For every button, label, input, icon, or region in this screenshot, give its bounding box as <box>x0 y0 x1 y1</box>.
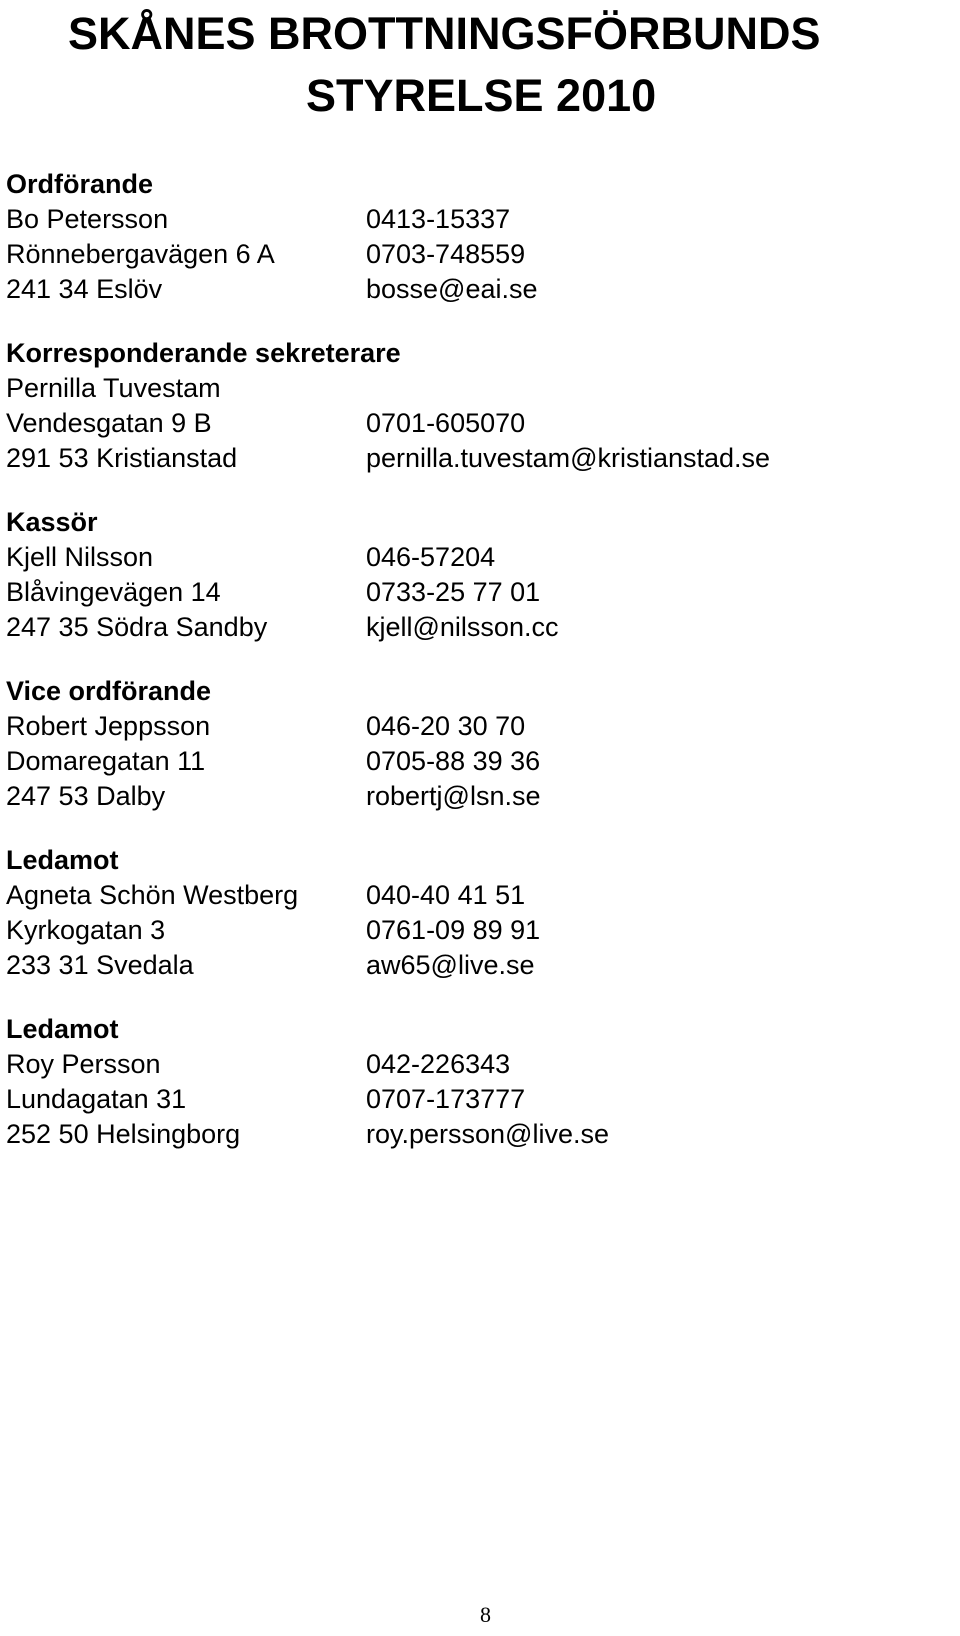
phone: 046-57204 <box>366 542 496 572</box>
street-address: Vendesgatan 9 B <box>6 408 212 438</box>
contact-line <box>6 202 926 237</box>
postal-address: 252 50 Helsingborg <box>6 1119 241 1149</box>
contact-line <box>6 575 926 610</box>
board-member-secretary <box>6 336 926 476</box>
email: aw65@live.se <box>366 950 535 980</box>
street-address: Blåvingevägen 14 <box>6 577 221 607</box>
contact-line <box>6 371 926 406</box>
contact-line <box>6 610 926 645</box>
street-address: Rönnebergavägen 6 A <box>6 239 275 269</box>
role-heading: Korresponderande sekreterare <box>6 338 401 368</box>
role-heading: Ledamot <box>6 845 119 875</box>
street-address: Kyrkogatan 3 <box>6 915 166 945</box>
contact-line <box>6 272 926 307</box>
email: roy.persson@live.se <box>366 1119 609 1149</box>
contact-line <box>6 1117 926 1152</box>
member-name: Pernilla Tuvestam <box>6 373 221 403</box>
role-heading: Ordförande <box>6 169 154 199</box>
contact-line <box>6 948 926 983</box>
member-name: Roy Persson <box>6 1049 161 1079</box>
phone: 042-226343 <box>366 1049 511 1079</box>
email: robertj@lsn.se <box>366 781 541 811</box>
member-name: Agneta Schön Westberg <box>6 880 299 910</box>
member-name: Bo Petersson <box>6 204 169 234</box>
postal-address: 247 53 Dalby <box>6 781 166 811</box>
contact-line <box>6 1047 926 1082</box>
member-name: Kjell Nilsson <box>6 542 154 572</box>
contact-line <box>6 878 926 913</box>
phone: 040-40 41 51 <box>366 880 526 910</box>
role-heading: Kassör <box>6 507 98 537</box>
board-member-chairman <box>6 167 926 307</box>
phone: 046-20 30 70 <box>366 711 526 741</box>
contact-line <box>6 540 926 575</box>
street-address: Lundagatan 31 <box>6 1084 187 1114</box>
mobile-phone: 0703-748559 <box>366 239 526 269</box>
email: bosse@eai.se <box>366 274 538 304</box>
member-name: Robert Jeppsson <box>6 711 211 741</box>
postal-address: 233 31 Svedala <box>6 950 194 980</box>
phone: 0413-15337 <box>366 204 511 234</box>
contact-line <box>6 744 926 779</box>
mobile-phone: 0761-09 89 91 <box>366 915 541 945</box>
postal-address: 241 34 Eslöv <box>6 274 163 304</box>
email: kjell@nilsson.cc <box>366 612 559 642</box>
contact-line <box>6 441 926 476</box>
board-member-vice-chairman <box>6 674 926 814</box>
contact-line <box>6 1082 926 1117</box>
document-title-line-1: SKÅNES BROTTNINGSFÖRBUNDS <box>68 8 821 59</box>
mobile-phone: 0701-605070 <box>366 408 526 438</box>
postal-address: 291 53 Kristianstad <box>6 443 238 473</box>
mobile-phone: 0707-173777 <box>366 1084 526 1114</box>
email: pernilla.tuvestam@kristianstad.se <box>366 443 771 473</box>
role-heading: Ledamot <box>6 1014 119 1044</box>
mobile-phone: 0705-88 39 36 <box>366 746 541 776</box>
contact-line <box>6 709 926 744</box>
page-number: 8 <box>480 1602 491 1627</box>
mobile-phone: 0733-25 77 01 <box>366 577 541 607</box>
contact-line <box>6 779 926 814</box>
role-heading: Vice ordförande <box>6 676 212 706</box>
postal-address: 247 35 Södra Sandby <box>6 612 268 642</box>
document-title-line-2: STYRELSE 2010 <box>306 70 657 121</box>
board-member-treasurer <box>6 505 926 645</box>
contact-line <box>6 237 926 272</box>
board-member-ledamot-2 <box>6 1012 926 1152</box>
contact-line <box>6 406 926 441</box>
board-member-ledamot-1 <box>6 843 926 983</box>
contact-line <box>6 913 926 948</box>
street-address: Domaregatan 11 <box>6 746 206 776</box>
